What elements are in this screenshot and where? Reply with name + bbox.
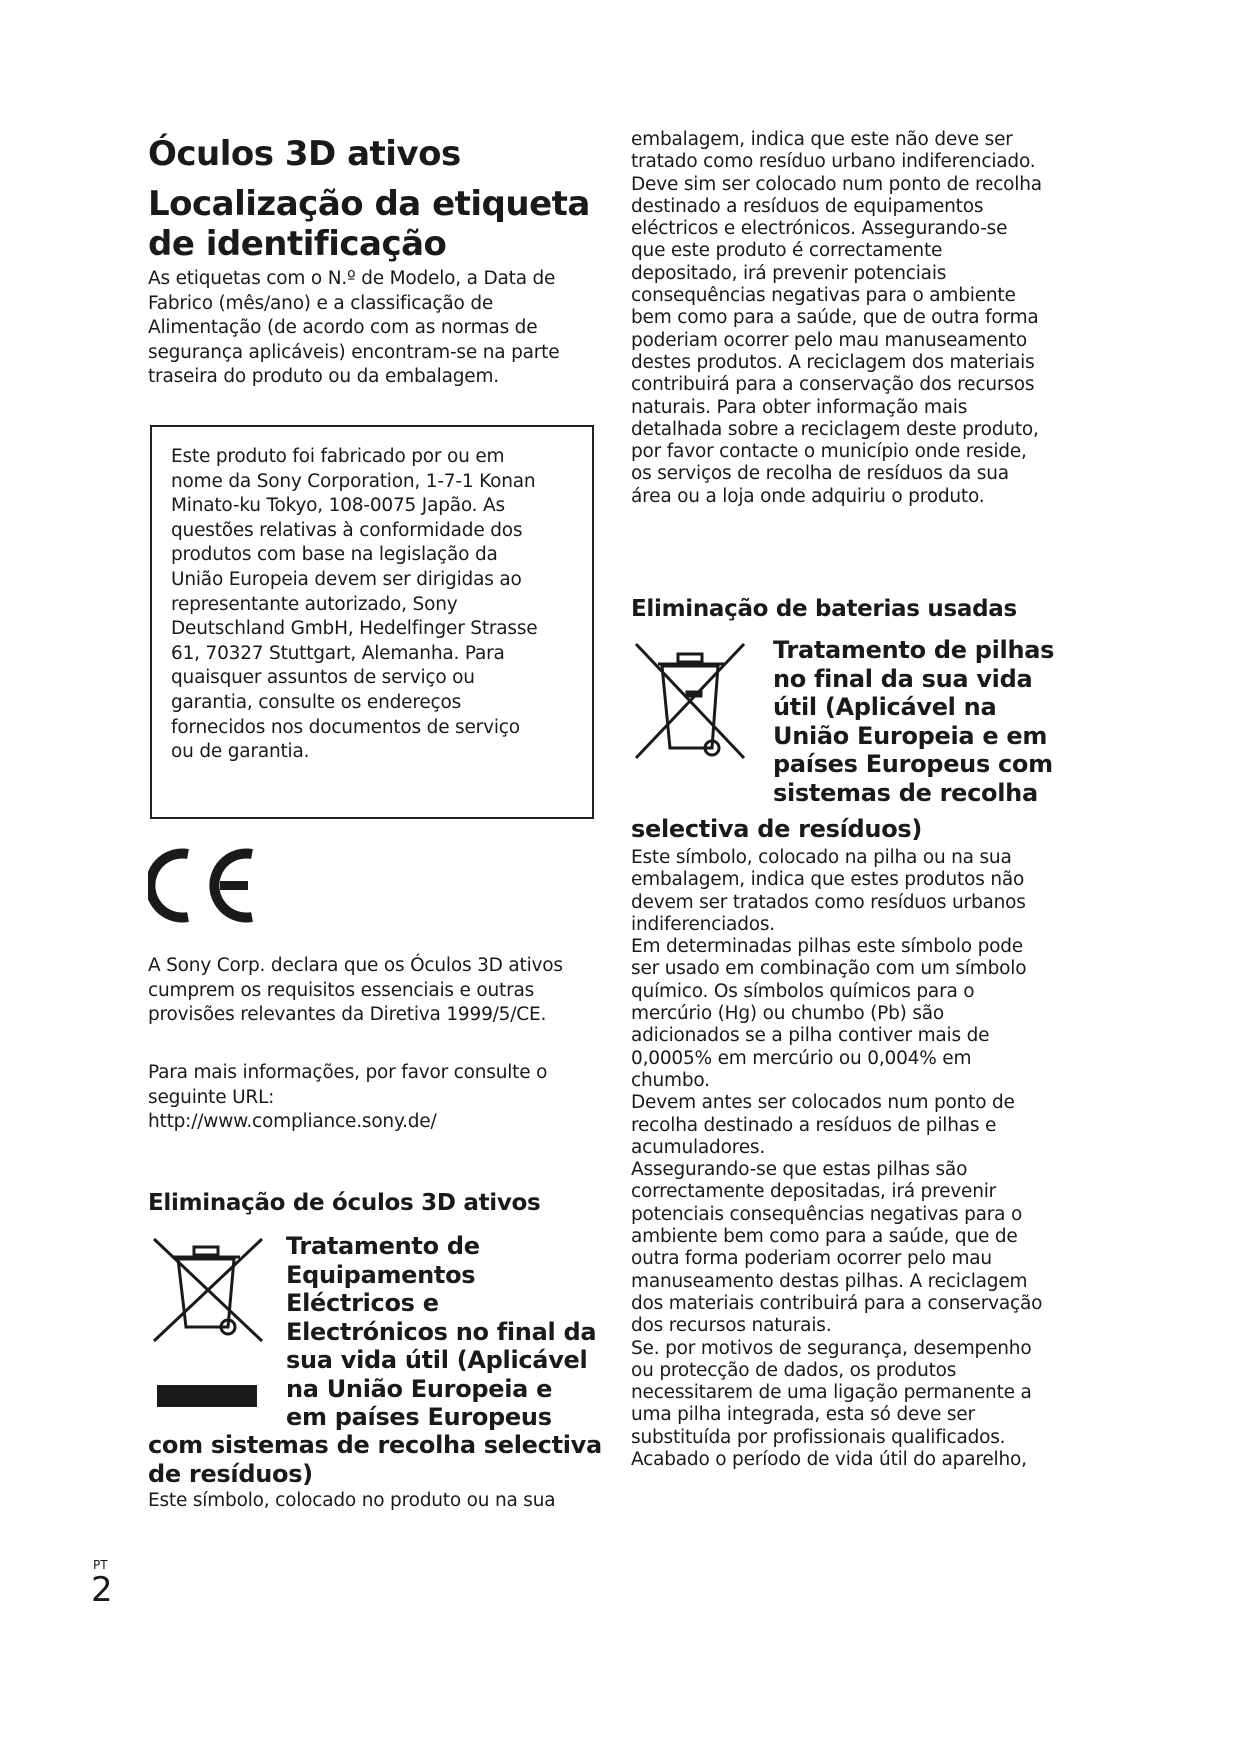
text-line: devem ser tratados como resíduos urbanos xyxy=(631,891,1026,913)
text-line: União Europeia devem ser dirigidas ao xyxy=(171,568,522,590)
text-line: embalagem, indica que estes produtos não xyxy=(631,869,1025,891)
text-line: Este símbolo, colocado na pilha ou na sua xyxy=(631,847,1012,868)
battery-title xyxy=(773,636,1054,807)
battery-heading: Eliminação de baterias usadas xyxy=(631,596,1017,622)
text-line: manuseamento destas pilhas. A reciclagem xyxy=(631,1270,1028,1292)
text-line: provisões relevantes da Diretiva 1999/5/CE. xyxy=(148,1004,547,1026)
text-line: garantia, consulte os endereços xyxy=(171,691,462,713)
text-line: Devem antes ser colocados num ponto de xyxy=(631,1092,1015,1114)
text-line: de resíduos) xyxy=(148,1459,313,1488)
text-line: contribuirá para a conservação dos recursos xyxy=(631,374,1035,396)
text-line: Em determinadas pilhas este símbolo pode xyxy=(631,936,1023,958)
text-line: países Europeus com xyxy=(773,750,1053,778)
text-line: Assegurando-se que estas pilhas são xyxy=(631,1159,968,1181)
text-line: destes produtos. A reciclagem dos materiais xyxy=(631,351,1035,373)
weee-title-continued xyxy=(148,1431,602,1488)
text-line: sua vida útil (Aplicável xyxy=(286,1346,588,1374)
text-line: naturais. Para obter informação mais xyxy=(631,396,968,418)
battery-body xyxy=(631,847,1042,1471)
text-line: que este produto é correctamente xyxy=(631,240,943,262)
text-line: correctamente depositadas, irá prevenir xyxy=(631,1181,997,1203)
weee-body-continued xyxy=(631,129,1042,508)
text-line: de identificação xyxy=(148,224,447,264)
crossed-bin-icon xyxy=(632,640,750,764)
text-line: dos materiais contribuirá para a conservação xyxy=(631,1292,1043,1314)
text-line: outra forma poderiam ocorrer pelo mau xyxy=(631,1248,992,1270)
text-line: Localização da etiqueta xyxy=(148,184,590,224)
text-line: A Sony Corp. declara que os Óculos 3D ativos xyxy=(148,955,563,976)
text-line: nome da Sony Corporation, 1-7-1 Konan xyxy=(171,470,536,492)
text-line: bem como para a saúde, que de outra forma xyxy=(631,307,1039,329)
text-line: Tratamento de xyxy=(286,1232,480,1260)
text-line: embalagem, indica que este não deve ser xyxy=(631,129,1013,150)
text-line: área ou a loja onde adquiriu o produto. xyxy=(631,485,985,507)
text-line: Alimentação (de acordo com as normas de xyxy=(148,317,538,339)
text-line: seguinte URL: xyxy=(148,1086,275,1108)
text-line: União Europeia e em xyxy=(773,721,1048,750)
text-line: fornecidos nos documentos de serviço xyxy=(171,716,520,738)
text-line: representante autorizado, Sony xyxy=(171,593,458,615)
text-line: Deve sim ser colocado num ponto de recolha xyxy=(631,173,1042,195)
language-label: PT xyxy=(93,1558,108,1572)
text-line: tratado como resíduo urbano indiferenciado. xyxy=(631,151,1036,173)
text-line: http://www.compliance.sony.de/ xyxy=(148,1111,437,1133)
text-line: dos recursos naturais. xyxy=(631,1315,832,1337)
text-line: substituída por profissionais qualificados. xyxy=(631,1426,1006,1448)
text-line: uma pilha integrada, esta só deve ser xyxy=(631,1404,975,1426)
text-line: traseira do produto ou da embalagem. xyxy=(148,366,499,388)
text-line: Se. por motivos de segurança, desempenho xyxy=(631,1337,1032,1359)
text-line: no final da sua vida xyxy=(773,664,1033,693)
text-line: potenciais consequências negativas para o xyxy=(631,1203,1023,1225)
text-line: com sistemas de recolha selectiva xyxy=(148,1431,602,1459)
text-line: adicionados se a pilha contiver mais de xyxy=(631,1025,990,1047)
text-line: 61, 70327 Stuttgart, Alemanha. Para xyxy=(171,642,505,664)
manufacturer-paragraph xyxy=(171,445,537,765)
text-line: consequências negativas para o ambiente xyxy=(631,285,1016,307)
text-line: As etiquetas com o N.º de Modelo, a Data de xyxy=(148,268,556,289)
text-line: questões relativas à conformidade dos xyxy=(171,519,523,541)
text-line: ou de garantia. xyxy=(171,741,310,763)
text-line: útil (Aplicável na xyxy=(773,693,997,721)
disposal-heading: Eliminação de óculos 3D ativos xyxy=(148,1190,541,1216)
page-number: 2 xyxy=(91,1570,113,1610)
text-line: indiferenciados. xyxy=(631,913,775,935)
text-line: produtos com base na legislação da xyxy=(171,544,498,566)
crossed-bin-icon xyxy=(150,1235,268,1345)
text-line: Equipamentos xyxy=(286,1260,476,1289)
text-line: Para mais informações, por favor consulte o xyxy=(148,1062,548,1083)
text-line: destinado a resíduos de equipamentos xyxy=(631,195,984,217)
declaration-paragraph xyxy=(148,954,563,1028)
text-line: chumbo. xyxy=(631,1069,710,1091)
label-paragraph xyxy=(148,267,559,390)
page-title: Óculos 3D ativos xyxy=(148,134,461,174)
text-line: Fabrico (mês/ano) e a classificação de xyxy=(148,292,494,314)
text-line: Minato-ku Tokyo, 108-0075 Japão. As xyxy=(171,495,505,517)
text-line: Tratamento de pilhas xyxy=(773,636,1055,664)
text-line: na União Europeia e xyxy=(286,1374,553,1403)
text-line: acumuladores. xyxy=(631,1136,766,1158)
text-line: ser usado em combinação com um símbolo xyxy=(631,958,1027,980)
text-line: Este símbolo, colocado no produto ou na sua xyxy=(148,1490,556,1511)
text-line: segurança aplicáveis) encontram-se na parte xyxy=(148,341,560,363)
text-line: eléctricos e electrónicos. Assegurando-se xyxy=(631,218,1008,240)
info-paragraph xyxy=(148,1061,547,1135)
text-line: mercúrio (Hg) ou chumbo (Pb) são xyxy=(631,1003,945,1025)
text-line: cumprem os requisitos essenciais e outras xyxy=(148,979,535,1001)
text-line: detalhada sobre a reciclagem deste produto, xyxy=(631,418,1039,440)
text-line: ambiente bem como para a saúde, que de xyxy=(631,1226,1018,1248)
label-location-heading xyxy=(148,184,590,264)
weee-title xyxy=(286,1232,596,1432)
text-line: Acabado o período de vida útil do aparelho, xyxy=(631,1449,1027,1471)
text-line: químico. Os símbolos químicos para o xyxy=(631,980,975,1002)
text-line: Eléctricos e xyxy=(286,1289,439,1317)
text-line: os serviços de recolha de resíduos da sua xyxy=(631,463,1009,485)
text-line: por favor contacte o município onde reside, xyxy=(631,441,1027,463)
text-line: Electrónicos no final da xyxy=(286,1317,597,1346)
text-line: poderiam ocorrer pelo mau manuseamento xyxy=(631,329,1028,351)
ce-mark-icon xyxy=(148,848,258,923)
text-line: ou protecção de dados, os produtos xyxy=(631,1359,957,1381)
text-line: em países Europeus xyxy=(286,1403,552,1431)
battery-title-continued xyxy=(631,815,922,844)
text-line: 0,0005% em mercúrio ou 0,004% em xyxy=(631,1047,972,1069)
text-line: Este produto foi fabricado por ou em xyxy=(171,446,505,467)
text-line: recolha destinado a resíduos de pilhas e xyxy=(631,1114,997,1136)
text-line: Deutschland GmbH, Hedelfinger Strasse xyxy=(171,618,538,640)
text-line: selectiva de resíduos) xyxy=(631,815,923,843)
black-bar-marker xyxy=(157,1385,257,1407)
text-line: quaisquer assuntos de serviço ou xyxy=(171,667,475,689)
text-line: depositado, irá prevenir potenciais xyxy=(631,262,947,284)
text-line: sistemas de recolha xyxy=(773,778,1038,807)
text-line: necessitarem de uma ligação permanente a xyxy=(631,1382,1032,1404)
weee-body xyxy=(148,1489,555,1514)
